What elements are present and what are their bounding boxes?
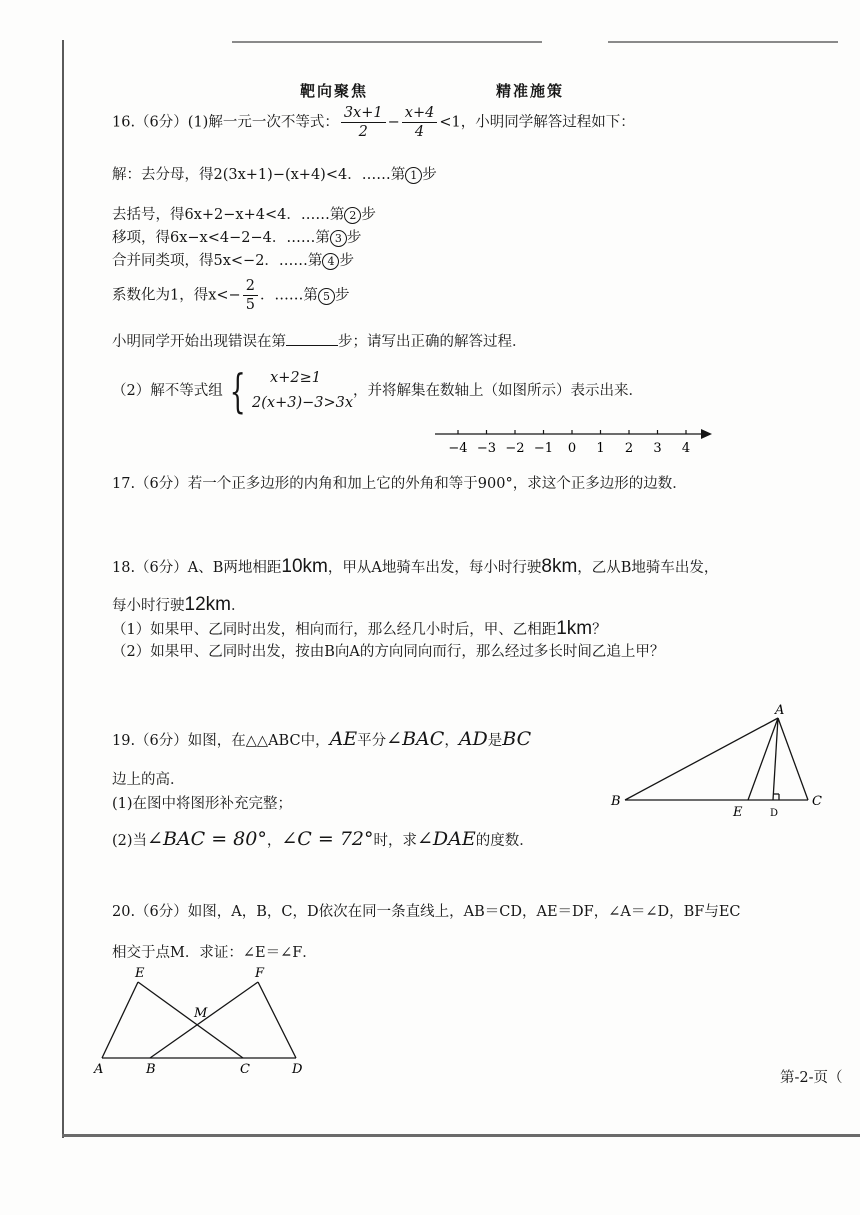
q19-triangle-figure	[605, 700, 830, 825]
q16-step5-fraction: $\frac{2}{5}$	[243, 277, 258, 314]
q16-stem	[112, 104, 635, 141]
q19-line2: 边上的高．	[112, 772, 185, 788]
label-c: C	[240, 1062, 250, 1077]
label-m: M	[194, 1006, 208, 1021]
axis-tick-label: −4	[448, 441, 468, 456]
label-f: F	[255, 966, 265, 981]
axis-tick-label: 0	[567, 441, 577, 456]
q20-line1: 20.（6分）如图，A，B，C，D依次在同一条直线上，AB＝CD，AE＝DF，∠A＝∠D，BF与EC	[112, 904, 741, 920]
page-number: 第-2-页（	[780, 1070, 843, 1086]
axis-tick-label: 4	[681, 441, 691, 456]
axis-tick-label: 2	[624, 441, 634, 456]
axis-tick-label: −3	[476, 441, 497, 456]
axis-tick-label: 3	[653, 441, 662, 456]
circled-number: 3	[330, 230, 347, 247]
top-rule-left	[232, 41, 542, 43]
label-b: B	[146, 1062, 156, 1077]
q16-suffix: <1，小明同学解答过程如下：	[439, 114, 635, 131]
label-c: C	[812, 794, 822, 809]
q18-part1: （1）如果甲、乙同时出发，相向而行，那么经几小时后，甲、乙相距1km？	[112, 618, 607, 639]
q20-figure	[88, 962, 323, 1077]
label-b: B	[611, 794, 621, 809]
answer-blank	[286, 333, 338, 346]
label-d: D	[770, 808, 779, 819]
axis-tick-label: 1	[596, 441, 605, 456]
q16-prefix: 16.（6分）(1)解一元一次不等式：	[112, 114, 339, 131]
q20-line2: 相交于点M．求证：∠E＝∠F．	[112, 945, 317, 961]
q16-fraction-1: $\frac{3x+1}{2}$	[341, 104, 386, 141]
page-bottom-border	[62, 1134, 860, 1137]
q16-fraction-2: $\frac{x+4}{4}$	[402, 104, 438, 141]
q18-part2: （2）如果甲、乙同时出发，按由B向A的方向同向而行，那么经过多长时间乙追上甲？	[112, 644, 665, 660]
label-e: E	[733, 805, 743, 820]
q17-text: 17.（6分）若一个正多边形的内角和加上它的外角和等于900°，求这个正多边形的边数．	[112, 476, 687, 492]
q16-step5: 系数化为1，得x<− $\frac{2}{5}$ ．……第 5 步	[112, 278, 350, 313]
inequality-system: x+2≥1 2(x+3)−3>3x	[252, 370, 354, 411]
q16-part2: （2）解不等式组 { x+2≥1 2(x+3)−3>3x ，并将解集在数轴上（如图所示）表示出来．	[112, 364, 644, 418]
q18-line1: 18.（6分）A、B两地相距10km，甲从A地骑车出发，每小时行驶8km，乙从B地骑车出发，	[112, 556, 719, 577]
q16-step2: 去括号，得6x+2−x+4<4．……第 2 步	[112, 207, 376, 223]
label-a: A	[775, 703, 785, 718]
header-right: 精准施策	[496, 82, 565, 100]
label-e: E	[135, 966, 145, 981]
q19-line3: (1)在图中将图形补充完整；	[112, 796, 293, 812]
circled-number: 2	[344, 207, 361, 224]
system-brace: {	[229, 364, 246, 418]
circled-number: 4	[322, 253, 339, 270]
circled-number: 5	[318, 288, 335, 305]
q16-minus: −	[387, 114, 400, 131]
circled-number: 1	[405, 167, 422, 184]
q16-step4: 合并同类项，得5x<−2．……第 4 步	[112, 253, 354, 269]
header-left: 靶向聚焦	[300, 82, 369, 100]
axis-tick-label: −2	[505, 441, 525, 456]
q18-line2: 每小时行驶12km．	[112, 594, 246, 615]
q19-line1: 19.（6分）如图，在△△ABC中，AE平分∠BAC，AD是BC	[112, 728, 532, 750]
page-left-border	[62, 40, 64, 1138]
q16-step3: 移项，得6x−x<4−2−4．……第 3 步	[112, 230, 362, 246]
q19-line4: (2)当∠BAC = 80°，∠C = 72°时，求∠DAE的度数．	[112, 828, 534, 850]
top-rule-right	[608, 41, 838, 43]
label-d: D	[292, 1062, 303, 1077]
q16-question: 小明同学开始出现错误在第 步；请写出正确的解答过程．	[112, 334, 527, 350]
axis-tick-label: −1	[533, 441, 554, 456]
label-a: A	[94, 1062, 104, 1077]
arrow-right-icon	[701, 429, 712, 439]
q16-step1: 解：去分母，得2(3x+1)−(x+4)<4．……第 1 步	[112, 167, 437, 183]
number-line	[410, 420, 730, 460]
